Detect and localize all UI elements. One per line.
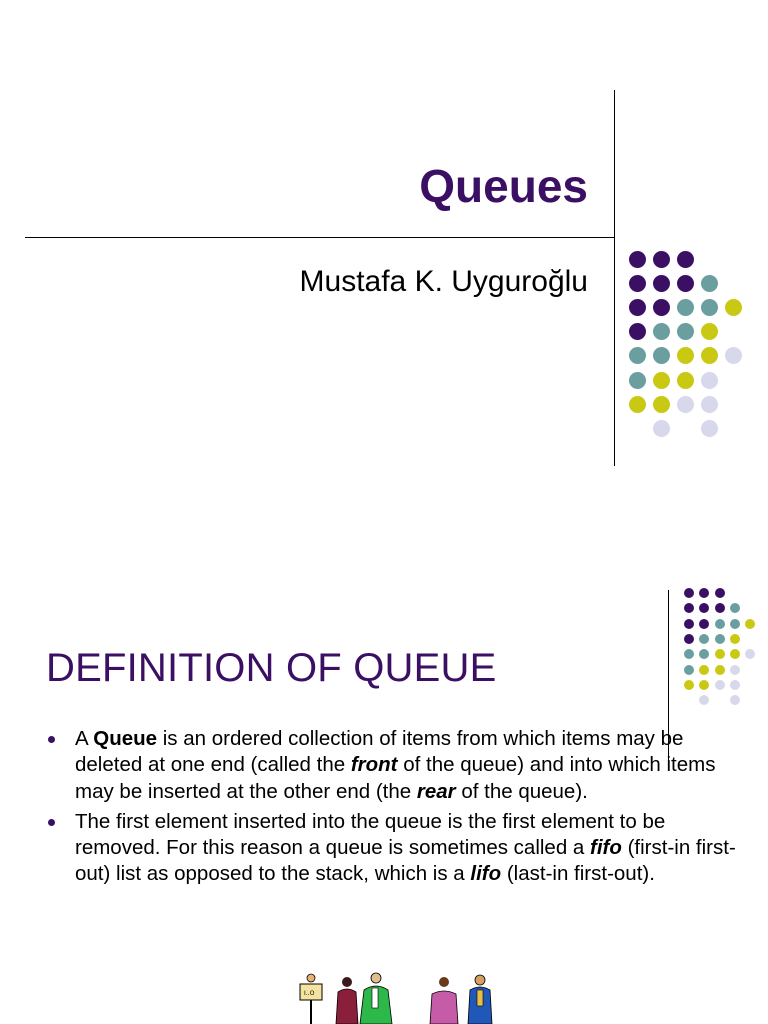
decorative-dot <box>699 680 709 690</box>
decorative-dot <box>629 275 646 292</box>
decorative-dot <box>653 372 670 389</box>
decorative-dot <box>653 396 670 413</box>
decorative-dot <box>677 275 694 292</box>
decorative-dot <box>677 396 694 413</box>
decorative-dot <box>715 649 725 659</box>
decorative-dot <box>715 680 725 690</box>
decorative-dot <box>684 619 694 629</box>
decorative-dot <box>725 299 742 316</box>
decorative-dot <box>745 649 755 659</box>
bullet-item <box>46 809 736 888</box>
decorative-dot <box>715 588 725 598</box>
decorative-dot <box>715 603 725 613</box>
bold-term: Queue <box>93 727 158 750</box>
decorative-dot <box>701 323 718 340</box>
author-name: Mustafa K. Uyguroğlu <box>299 265 588 298</box>
decorative-dot <box>730 649 740 659</box>
decorative-dot <box>653 275 670 292</box>
decorative-dot <box>730 634 740 644</box>
decorative-dot <box>699 634 709 644</box>
slide-title: Queues <box>419 160 588 212</box>
decorative-dot <box>677 323 694 340</box>
decorative-dot <box>730 695 740 705</box>
decorative-dot <box>730 680 740 690</box>
decorative-dot <box>699 603 709 613</box>
bullet-text: A <box>75 727 94 750</box>
decorative-dot <box>684 603 694 613</box>
decorative-dot <box>677 299 694 316</box>
decorative-dot <box>699 619 709 629</box>
decorative-dot <box>730 665 740 675</box>
decorative-dot <box>653 251 670 268</box>
bullet-icon <box>48 819 55 826</box>
decorative-dot <box>629 396 646 413</box>
bullet-list <box>46 726 736 892</box>
decorative-dot <box>715 619 725 629</box>
decorative-dot <box>701 275 718 292</box>
svg-text:I‥O: I‥O <box>304 990 315 997</box>
bold-italic-term: rear <box>416 779 456 803</box>
bold-italic-term: lifo <box>470 862 502 886</box>
bold-italic-term: front <box>350 753 398 777</box>
bullet-text: (first-in first-out) list as opposed to the stack, which is a <box>75 836 736 886</box>
decorative-dot <box>701 420 718 437</box>
decorative-dot <box>684 649 694 659</box>
bullet-text: The first element inserted into the queue is the first element to be removed. For this reason a queue is sometimes called a <box>75 809 666 860</box>
decorative-dot <box>684 588 694 598</box>
decorative-dot <box>684 634 694 644</box>
decorative-dot <box>745 619 755 629</box>
decorative-dot <box>629 372 646 389</box>
decorative-dot <box>730 619 740 629</box>
decorative-dot <box>715 634 725 644</box>
decorative-dot <box>701 299 718 316</box>
vertical-divider <box>614 90 615 466</box>
decorative-dot <box>629 299 646 316</box>
decorative-dot <box>701 396 718 413</box>
slide-title: DEFINITION OF QUEUE <box>46 646 497 690</box>
decorative-dot <box>715 665 725 675</box>
decorative-dot <box>653 347 670 364</box>
bullet-text: of the queue) and into which items may be inserted at the other end (the <box>75 753 716 803</box>
decorative-dot <box>629 347 646 364</box>
decorative-dot <box>677 347 694 364</box>
bold-italic-term: fifo <box>590 836 622 860</box>
decorative-dot <box>629 251 646 268</box>
decorative-dot <box>725 347 742 364</box>
decorative-dot <box>699 695 709 705</box>
decorative-dot <box>629 323 646 340</box>
decorative-dot <box>699 588 709 598</box>
bullet-item <box>46 726 736 805</box>
decorative-dot <box>701 347 718 364</box>
decorative-dot <box>701 372 718 389</box>
decorative-dot <box>677 372 694 389</box>
decorative-dot <box>699 665 709 675</box>
decorative-dot <box>653 299 670 316</box>
decorative-dot <box>699 649 709 659</box>
horizontal-divider <box>25 237 615 238</box>
bullet-text: of the queue). <box>455 779 588 803</box>
decorative-dot <box>677 251 694 268</box>
definition-slide <box>0 540 768 1024</box>
bullet-text: (last-in first-out). <box>501 862 655 886</box>
decorative-dot <box>730 603 740 613</box>
decorative-dot <box>653 420 670 437</box>
people-queue-clipart <box>292 970 502 1024</box>
decorative-dot <box>684 680 694 690</box>
bullet-icon <box>48 736 55 743</box>
decorative-dot <box>684 665 694 675</box>
bullet-text: is an ordered collection of items from which items may be deleted at one end (called the <box>75 727 684 777</box>
decorative-dot <box>653 323 670 340</box>
